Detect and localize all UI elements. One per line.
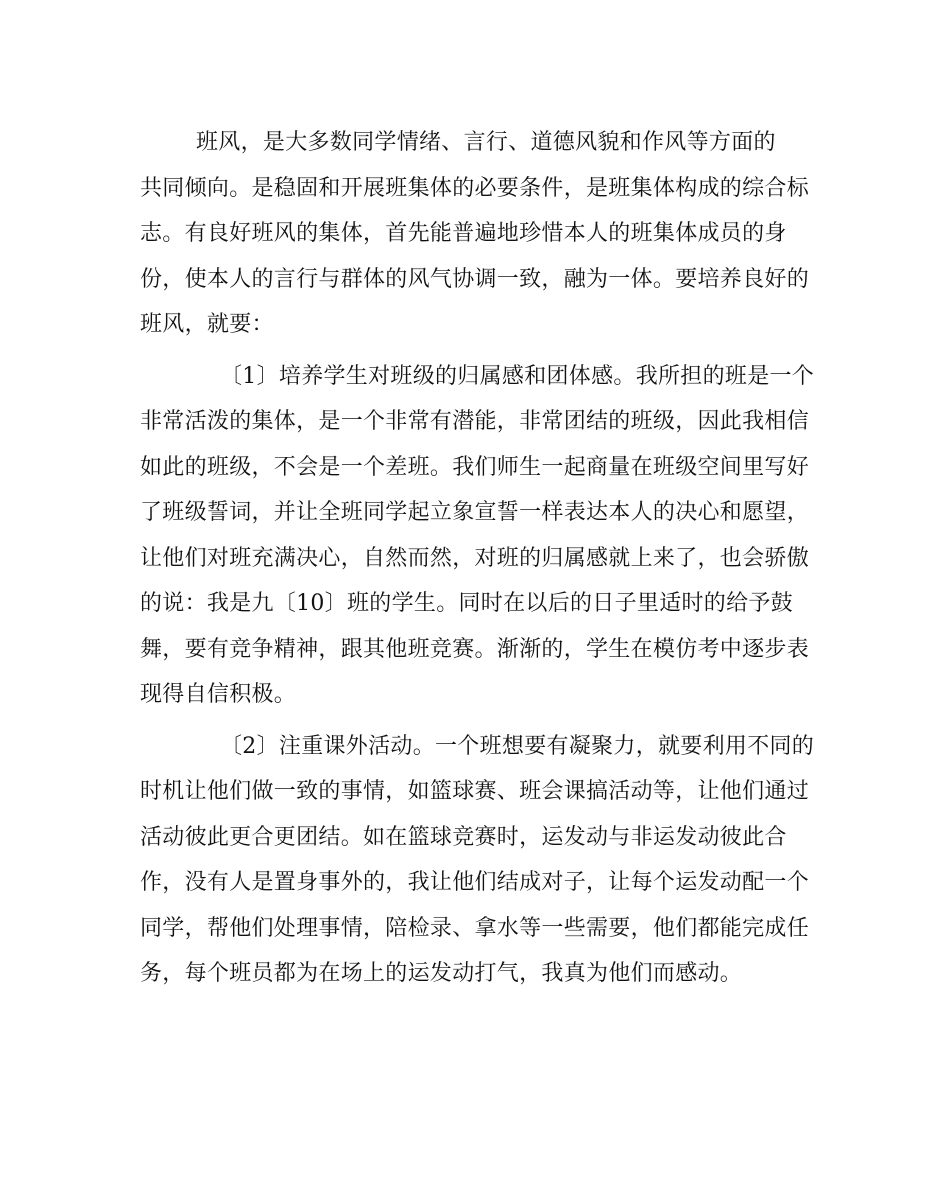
text-line: 作，没有人是置身事外的，我让他们结成对子，让每个运发动配一个 (140, 870, 810, 895)
paragraph-point-2 (140, 724, 815, 997)
paragraph-intro (140, 120, 810, 348)
paragraph-point-1 (140, 354, 815, 718)
text-line: 班风，是大多数同学情绪、言行、道德风貌和作风等方面的 (196, 130, 776, 155)
text-line: 如此的班级，不会是一个差班。我们师生一起商量在班级空间里写好 (140, 454, 810, 480)
text-line: 份，使本人的言行与群体的风气协调一致，融为一体。要培养良好的 (140, 266, 810, 292)
document-body (140, 120, 815, 997)
text-line: 舞，要有竞争精神，跟其他班竞赛。渐渐的，学生在模仿考中逐步表 (140, 636, 810, 662)
text-line: 的说：我是九〔10〕班的学生。同时在以后的日子里适时的给予鼓 (140, 591, 793, 616)
text-line: 现得自信积极。 (140, 682, 297, 707)
text-line: 了班级誓词，并让全班同学起立象宣誓一样表达本人的决心和愿望， (140, 500, 810, 525)
text-line: 时机让他们做一致的事情，如篮球赛、班会课搞活动等，让他们通过 (140, 779, 810, 804)
text-line: 让他们对班充满决心，自然而然，对班的归属感就上来了，也会骄傲 (140, 545, 810, 571)
text-line: 非常活泼的集体，是一个非常有潜能，非常团结的班级，因此我相信 (140, 409, 810, 434)
text-line: 志。有良好班风的集体，首先能普遍地珍惜本人的班集体成员的身 (140, 221, 787, 246)
text-line: 活动彼此更合更团结。如在篮球竞赛时，运发动与非运发动彼此合 (140, 824, 787, 850)
text-line: 共同倾向。是稳固和开展班集体的必要条件，是班集体构成的综合标 (140, 175, 810, 201)
text-line: 同学，帮他们处理事情，陪检录、拿水等一些需要，他们都能完成任 (140, 915, 810, 941)
text-line: 班风，就要： (140, 312, 274, 337)
text-line: 〔2〕注重课外活动。一个班想要有凝聚力，就要利用不同的 (220, 733, 815, 759)
text-line: 〔1〕培养学生对班级的归属感和团体感。我所担的班是一个 (220, 363, 815, 389)
text-line: 务，每个班员都为在场上的运发动打气，我真为他们而感动。 (140, 961, 743, 986)
